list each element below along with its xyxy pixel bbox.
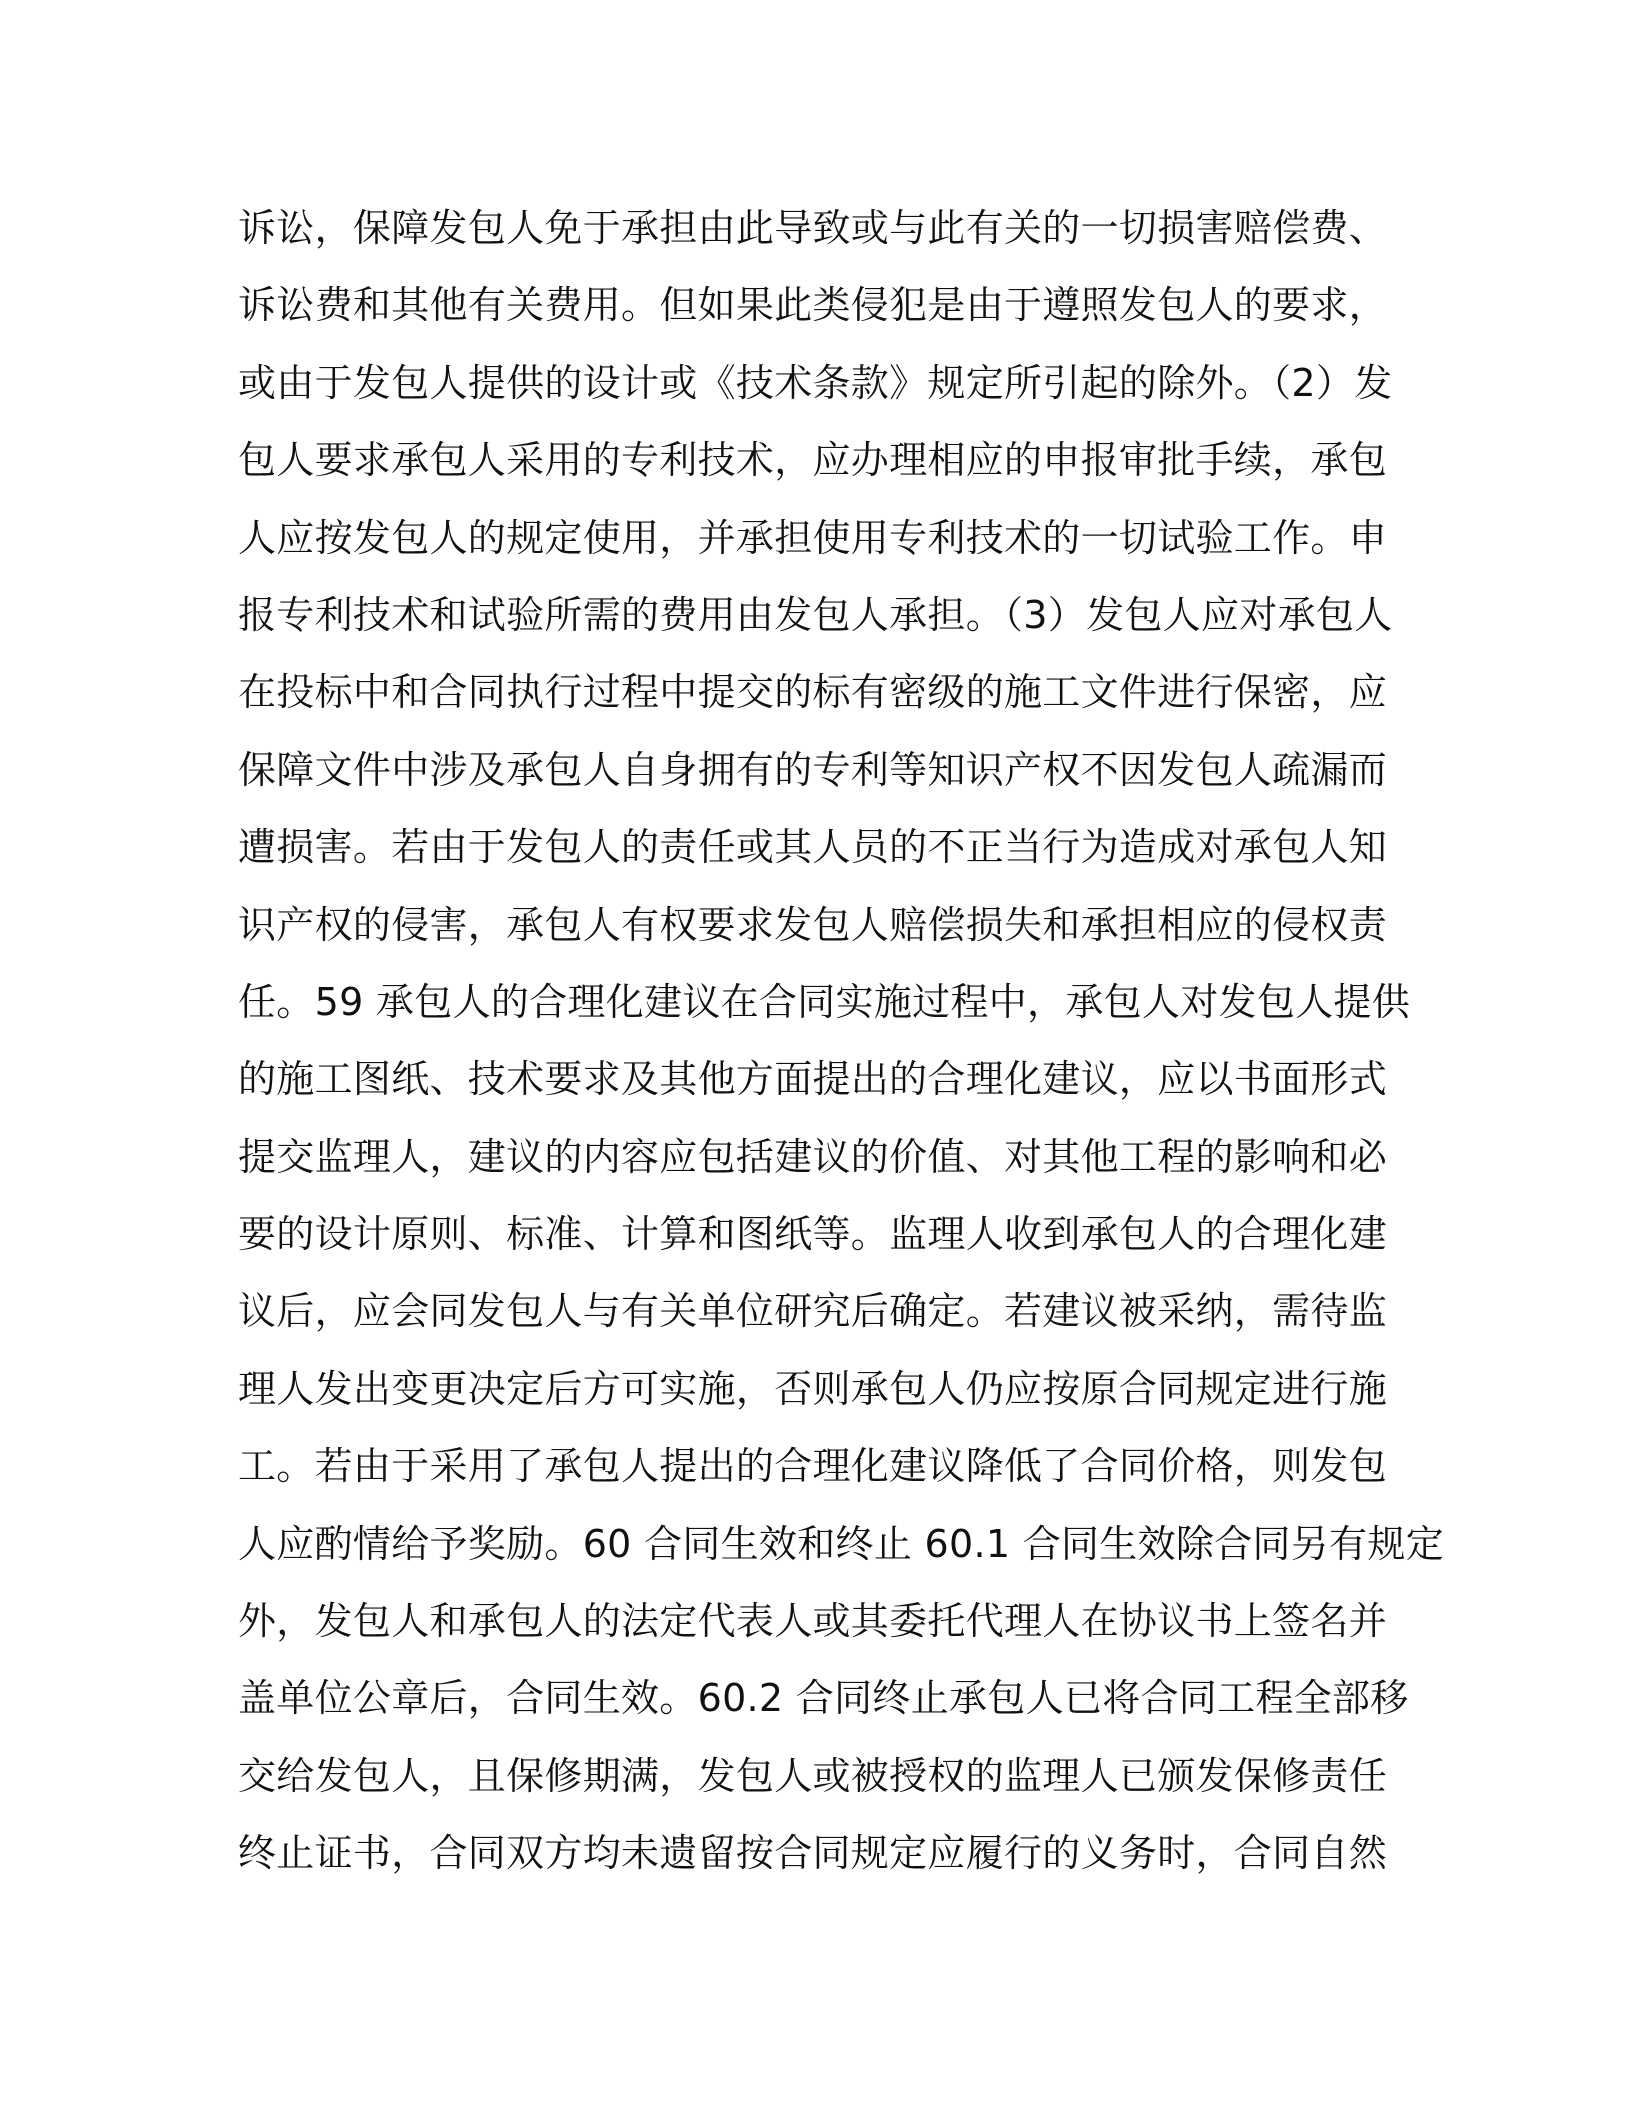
text-line: 诉讼费和其他有关费用。但如果此类侵犯是由于遵照发包人的要求， [238,283,1388,328]
text-line: 的施工图纸、技术要求及其他方面提出的合理化建议，应以书面形式 [238,1057,1388,1102]
text-line: 理人发出变更决定后方可实施，否则承包人仍应按原合同规定进行施 [238,1366,1388,1411]
text-line: 遭损害。若由于发包人的责任或其人员的不正当行为造成对承包人知 [238,825,1388,870]
text-line: 保障文件中涉及承包人自身拥有的专利等知识产权不因发包人疏漏而 [238,747,1388,792]
text-line: 要的设计原则、标准、计算和图纸等。监理人收到承包人的合理化建 [238,1212,1388,1257]
text-line: 任。59 承包人的合理化建议在合同实施过程中，承包人对发包人提供 [238,979,1411,1024]
text-line: 诉讼，保障发包人免于承担由此导致或与此有关的一切损害赔偿费、 [238,206,1388,250]
text-line: 包人要求承包人采用的专利技术，应办理相应的申报审批手续，承包 [238,438,1388,483]
text-line: 提交监理人，建议的内容应包括建议的价值、对其他工程的影响和必 [238,1134,1388,1179]
text-line: 或由于发包人提供的设计或《技术条款》规定所引起的除外。（2）发 [238,360,1393,405]
text-line: 人应酌情给予奖励。60 合同生效和终止 60.1 合同生效除合同另有规定 [238,1521,1445,1566]
text-line: 在投标中和合同执行过程中提交的标有密级的施工文件进行保密，应 [238,670,1388,715]
text-line: 外，发包人和承包人的法定代表人或其委托代理人在协议书上签名并 [238,1599,1388,1644]
body-text [238,190,1445,1893]
text-line: 报专利技术和试验所需的费用由发包人承担。（3）发包人应对承包人 [238,592,1393,637]
text-line: 盖单位公章后，合同生效。60.2 合同终止承包人已将合同工程全部移 [238,1676,1409,1721]
text-line: 工。若由于采用了承包人提出的合理化建议降低了合同价格，则发包 [238,1444,1388,1489]
text-line: 识产权的侵害，承包人有权要求发包人赔偿损失和承担相应的侵权责 [238,902,1388,947]
text-line: 交给发包人，且保修期满，发包人或被授权的监理人已颁发保修责任 [238,1753,1388,1798]
text-line: 人应按发包人的规定使用，并承担使用专利技术的一切试验工作。申 [238,515,1388,560]
text-line: 终止证书，合同双方均未遗留按合同规定应履行的义务时，合同自然 [238,1831,1388,1876]
text-line: 议后，应会同发包人与有关单位研究后确定。若建议被采纳，需待监 [238,1289,1388,1334]
